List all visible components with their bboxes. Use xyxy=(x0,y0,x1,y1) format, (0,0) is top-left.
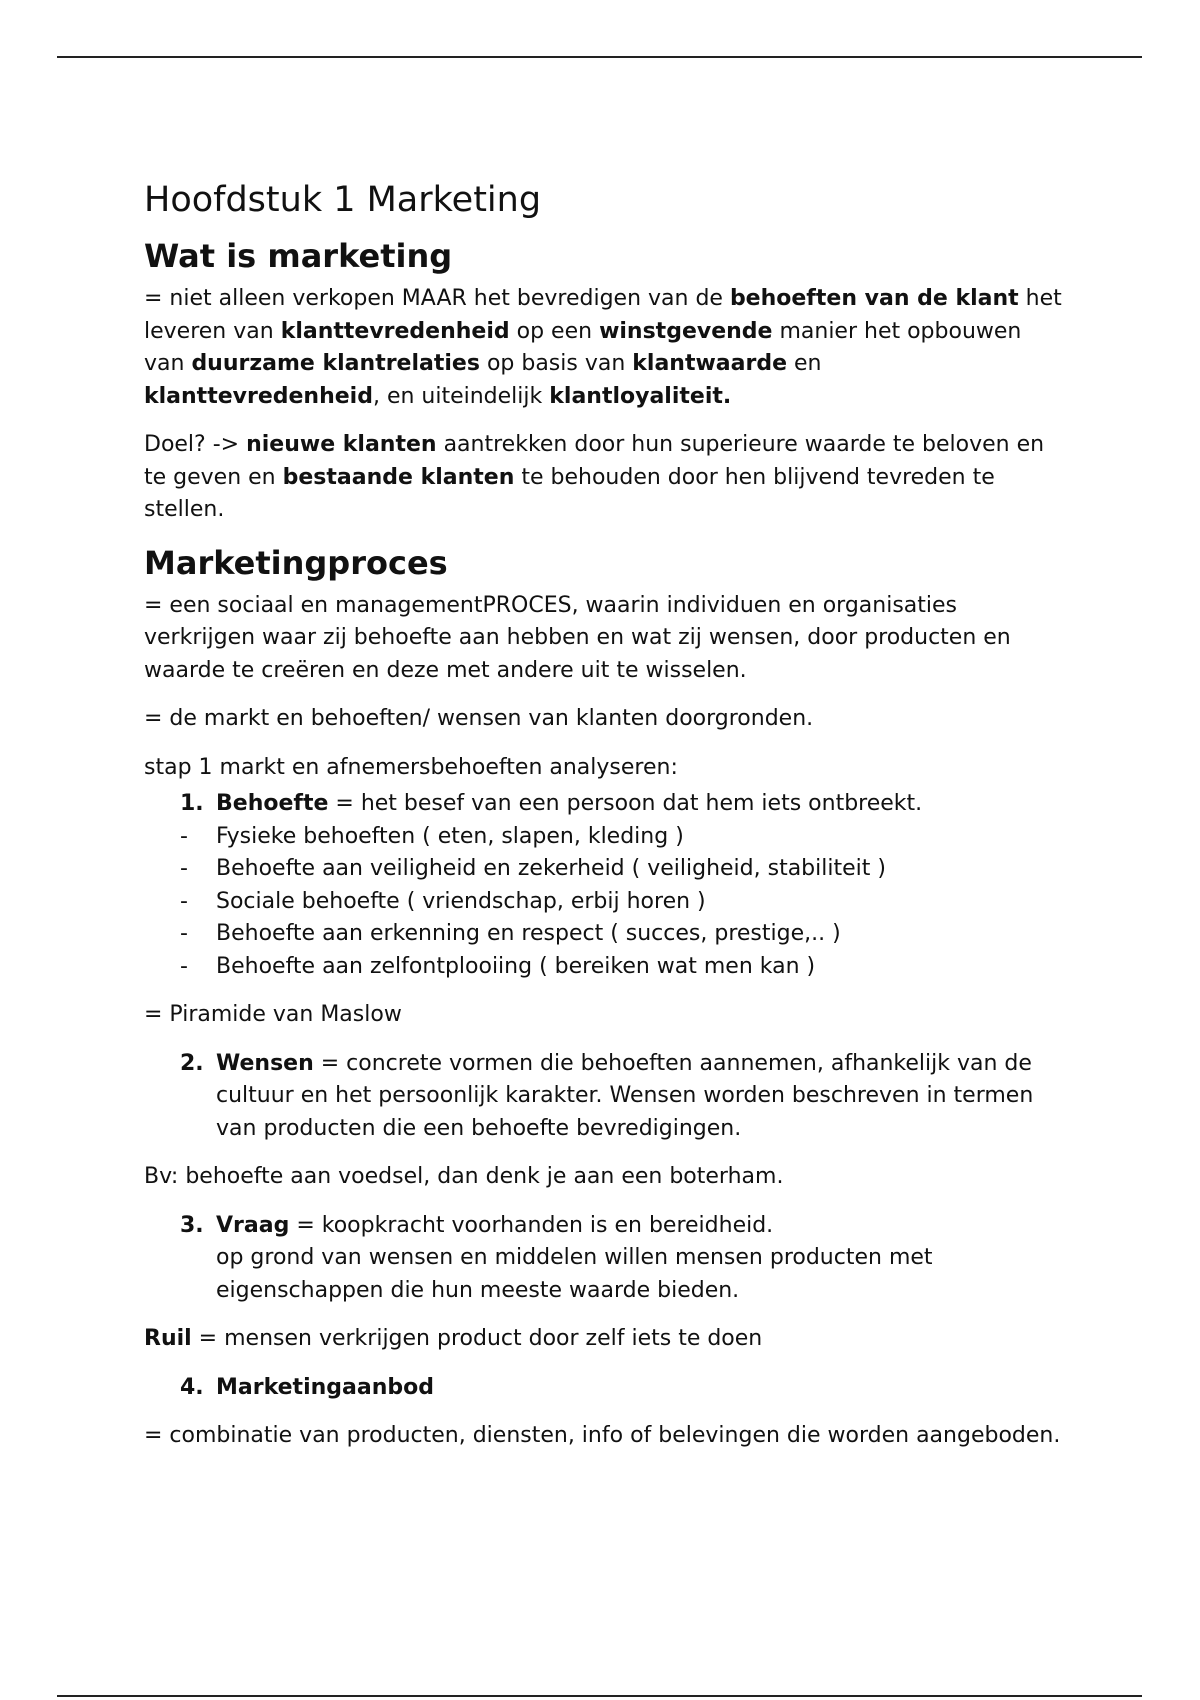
list-item: - Fysieke behoeften ( eten, slapen, kleding ) xyxy=(180,823,684,849)
list-number: 2. xyxy=(180,1050,204,1076)
bottom-rule xyxy=(57,1695,1142,1697)
top-rule xyxy=(57,56,1142,58)
list-item: - Behoefte aan zelfontplooiing ( bereiken wat men kan ) xyxy=(180,953,816,979)
section-heading-marketing: Wat is marketing xyxy=(144,237,453,275)
process-summary: = de markt en behoeften/ wensen van klanten doorgronden. xyxy=(144,706,814,731)
list-item-behoefte: 1. Behoefte = het besef van een persoon dat hem iets ontbreekt. xyxy=(144,788,1064,821)
list-number: 4. xyxy=(180,1374,204,1400)
process-definition: = een sociaal en managementPROCES, waarin individuen en organisaties verkrijgen waar zij behoefte aan hebben en wat zij wensen, door producten en waarde te creëren en deze met andere uit te wisselen. xyxy=(144,592,1011,683)
section-heading-marketingproces: Marketingproces xyxy=(144,543,448,582)
maslow-note: = Piramide van Maslow xyxy=(144,1002,402,1027)
list-number: 3. xyxy=(180,1212,204,1238)
step-1-intro: stap 1 markt en afnemersbehoeften analyseren: xyxy=(144,754,678,780)
ruil-definition: Ruil = mensen verkrijgen product door zelf iets te doen xyxy=(144,1326,763,1351)
offer-definition: = combinatie van producten, diensten, info of belevingen die worden aangeboden. xyxy=(144,1423,1061,1448)
list-item: - Sociale behoefte ( vriendschap, erbij horen ) xyxy=(180,888,706,914)
marketing-definition: = niet alleen verkopen MAAR het bevredigen van de behoeften van de klant het leveren van klanttevredenheid op een winstgevende manier het opbouwen van duurzame klantrelaties op basis van klantwaarde en klanttevredenheid, en uiteindelijk klantloyaliteit. xyxy=(144,286,1062,409)
list-number: 1. xyxy=(180,791,204,816)
list-item-wensen: 2. Wensen = concrete vormen die behoeften aannemen, afhankelijk van de cultuur en het persoonlijk karakter. Wensen worden beschreven in termen van producten die een behoefte bevredigingen. xyxy=(144,1048,1064,1146)
page-title: Hoofdstuk 1 Marketing xyxy=(144,180,542,220)
list-item-vraag: 3. Vraag = koopkracht voorhanden is en bereidheid. op grond van wensen en middelen willen mensen producten met eigenschappen die hun meeste waarde bieden. xyxy=(144,1210,1064,1308)
marketing-goal: Doel? -> nieuwe klanten aantrekken door hun superieure waarde te beloven en te geven en bestaande klanten te behouden door hen blijvend tevreden te stellen. xyxy=(144,432,1045,522)
list-item-marketingaanbod: 4. Marketingaanbod xyxy=(144,1372,1064,1405)
needs-list xyxy=(144,821,1064,984)
document-body xyxy=(144,178,1064,1469)
list-item: - Behoefte aan veiligheid en zekerheid ( veiligheid, stabiliteit ) xyxy=(180,856,886,881)
list-item: - Behoefte aan erkenning en respect ( succes, prestige,.. ) xyxy=(180,921,841,946)
example-note: Bv: behoefte aan voedsel, dan denk je aan een boterham. xyxy=(144,1164,784,1189)
